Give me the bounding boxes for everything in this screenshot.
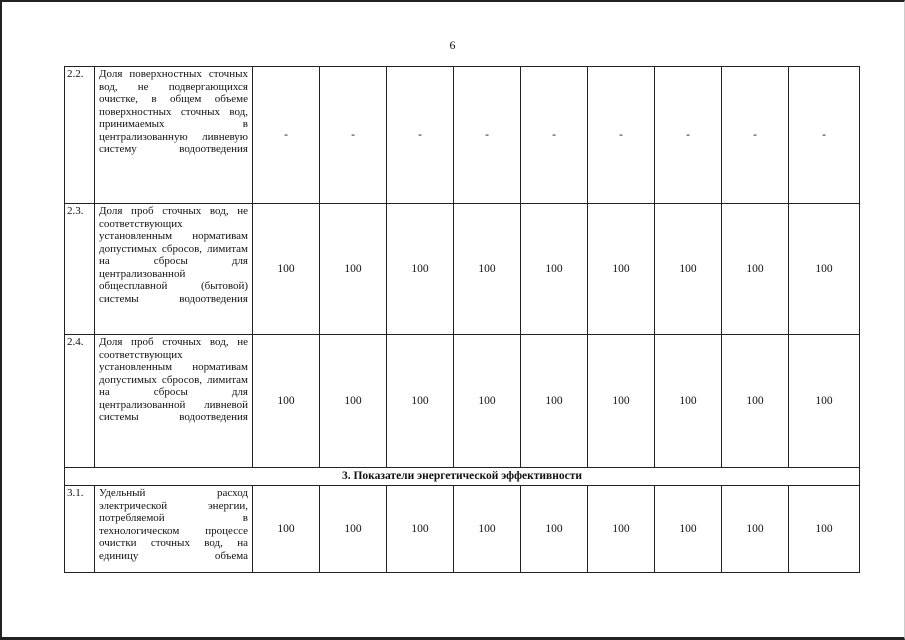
value-cell: - [387, 67, 454, 204]
value-cell: 100 [722, 204, 789, 335]
value-cell: 100 [320, 335, 387, 468]
value-cell: 100 [655, 335, 722, 468]
value-cell: 100 [387, 204, 454, 335]
value-cell: 100 [722, 335, 789, 468]
value-cell: 100 [320, 486, 387, 573]
row-description: Доля поверхностных сточных вод, не подвергающихся очистке, в общем объеме поверхностных сточных вод, принимаемых в централизованную ливневую систему водоотведения [95, 67, 253, 204]
value-cell: 100 [588, 335, 655, 468]
table-row [65, 204, 860, 335]
page-number: 6 [449, 38, 456, 52]
value-cell: 100 [454, 335, 521, 468]
table-row [65, 486, 860, 573]
section-title: 3. Показатели энергетической эффективности [65, 468, 860, 486]
value-cell: - [655, 67, 722, 204]
value-cell: - [253, 67, 320, 204]
value-cell: - [789, 67, 860, 204]
table-row [65, 335, 860, 468]
value-cell: 100 [588, 486, 655, 573]
row-number: 2.4. [65, 335, 95, 468]
value-cell: - [320, 67, 387, 204]
value-cell: 100 [655, 204, 722, 335]
value-cell: - [588, 67, 655, 204]
value-cell: 100 [454, 204, 521, 335]
value-cell: 100 [387, 486, 454, 573]
row-description: Доля проб сточных вод, не соответствующих установленным нормативам допустимых сбросов, лимитам на сбросы для централизованной общесплавной (бытовой) системы водоотведения [95, 204, 253, 335]
row-number: 2.3. [65, 204, 95, 335]
value-cell: - [722, 67, 789, 204]
value-cell: 100 [588, 204, 655, 335]
row-number: 3.1. [65, 486, 95, 573]
value-cell: 100 [253, 335, 320, 468]
row-description: Удельный расход электрической энергии, потребляемой в технологическом процессе очистки сточных вод, на единицу объема [95, 486, 253, 573]
value-cell: 100 [655, 486, 722, 573]
value-cell: 100 [454, 486, 521, 573]
value-cell: 100 [789, 486, 860, 573]
value-cell: - [521, 67, 588, 204]
value-cell: 100 [521, 335, 588, 468]
table-row [65, 67, 860, 204]
row-number: 2.2. [65, 67, 95, 204]
value-cell: 100 [320, 204, 387, 335]
indicators-table [64, 66, 860, 573]
value-cell: 100 [253, 486, 320, 573]
value-cell: 100 [521, 204, 588, 335]
value-cell: - [454, 67, 521, 204]
value-cell: 100 [789, 204, 860, 335]
value-cell: 100 [253, 204, 320, 335]
value-cell: 100 [387, 335, 454, 468]
section-header-row [65, 468, 860, 486]
value-cell: 100 [521, 486, 588, 573]
value-cell: 100 [722, 486, 789, 573]
row-description: Доля проб сточных вод, не соответствующих установленным нормативам допустимых сбросов, лимитам на сбросы для централизованной ливневой системы водоотведения [95, 335, 253, 468]
value-cell: 100 [789, 335, 860, 468]
